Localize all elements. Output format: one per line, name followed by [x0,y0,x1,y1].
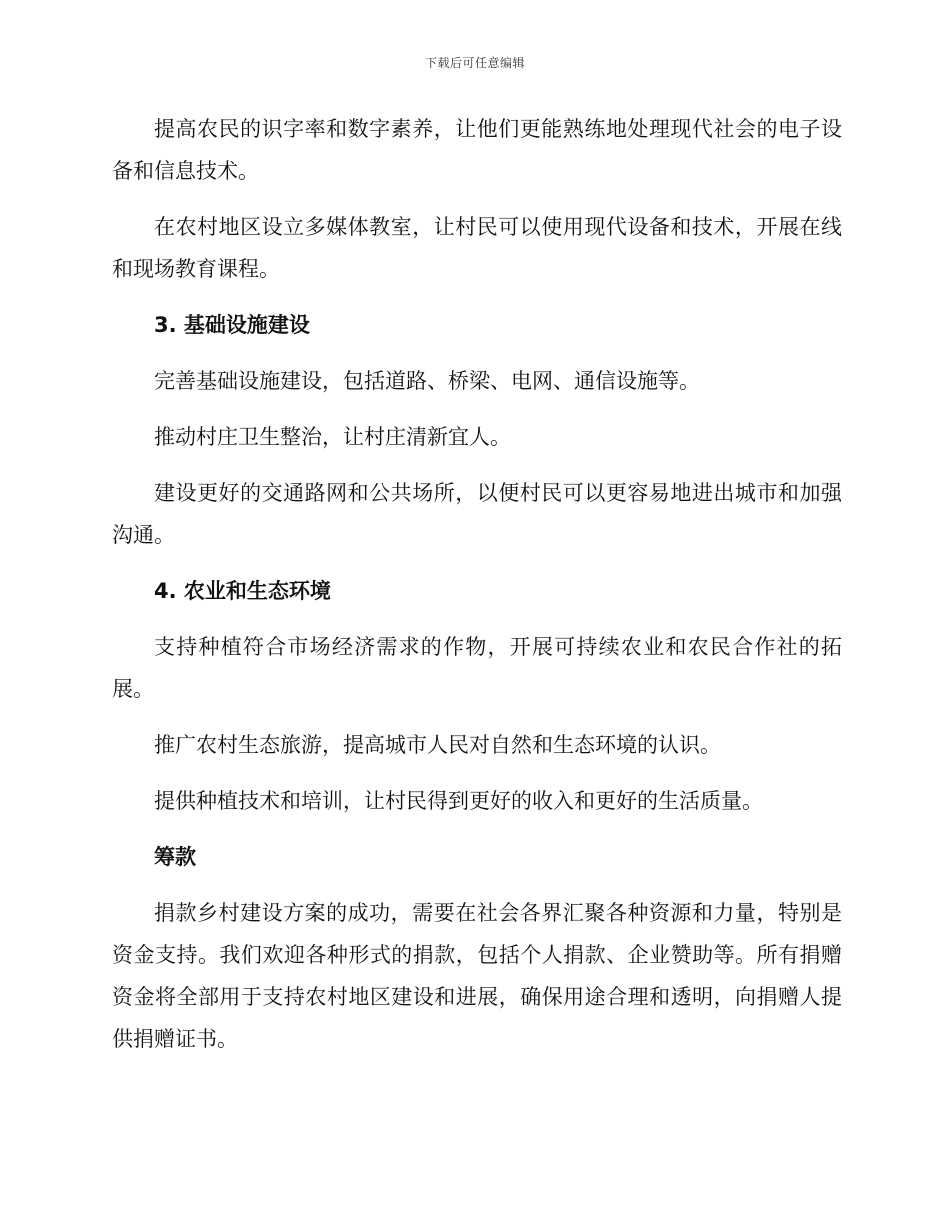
bullet-paragraph: 完善基础设施建设，包括道路、桥梁、电网、通信设施等。 [154,369,700,393]
bullet-paragraph: 支持种植符合市场经济需求的作物，开展可持续农业和农民合作社的拓展。 [112,635,842,701]
bullet-paragraph: 提高农民的识字率和数字素养，让他们更能熟练地处理现代社会的电子设备和信息技术。 [112,117,842,183]
page-header: 下载后可任意编辑 [424,56,525,70]
body-paragraph: 捐款乡村建设方案的成功，需要在社会各界汇聚各种资源和力量，特别是资金支持。我们欢迎各种形式的捐款，包括个人捐款、企业赞助等。所有捐赠资金将全部用于支持农村地区建设和进展，确保用途合理和透明，向捐赠人提供捐赠证书。 [112,901,842,1051]
bullet-paragraph: 在农村地区设立多媒体教室，让村民可以使用现代设备和技术，开展在线和现场教育课程。 [112,215,842,281]
bullet-paragraph: 提供种植技术和培训，让村民得到更好的收入和更好的生活质量。 [154,789,763,813]
document-body [112,108,842,1074]
bullet-paragraph: 推动村庄卫生整治，让村庄清新宜人。 [154,425,511,449]
bullet-paragraph: 推广农村生态旅游，提高城市人民对自然和生态环境的认识。 [154,733,721,757]
section-heading: 筹款 [154,845,196,869]
section-heading: 4. 农业和生态环境 [154,579,331,603]
section-heading: 3. 基础设施建设 [154,313,310,337]
bullet-paragraph: 建设更好的交通路网和公共场所，以便村民可以更容易地进出城市和加强沟通。 [112,481,842,547]
